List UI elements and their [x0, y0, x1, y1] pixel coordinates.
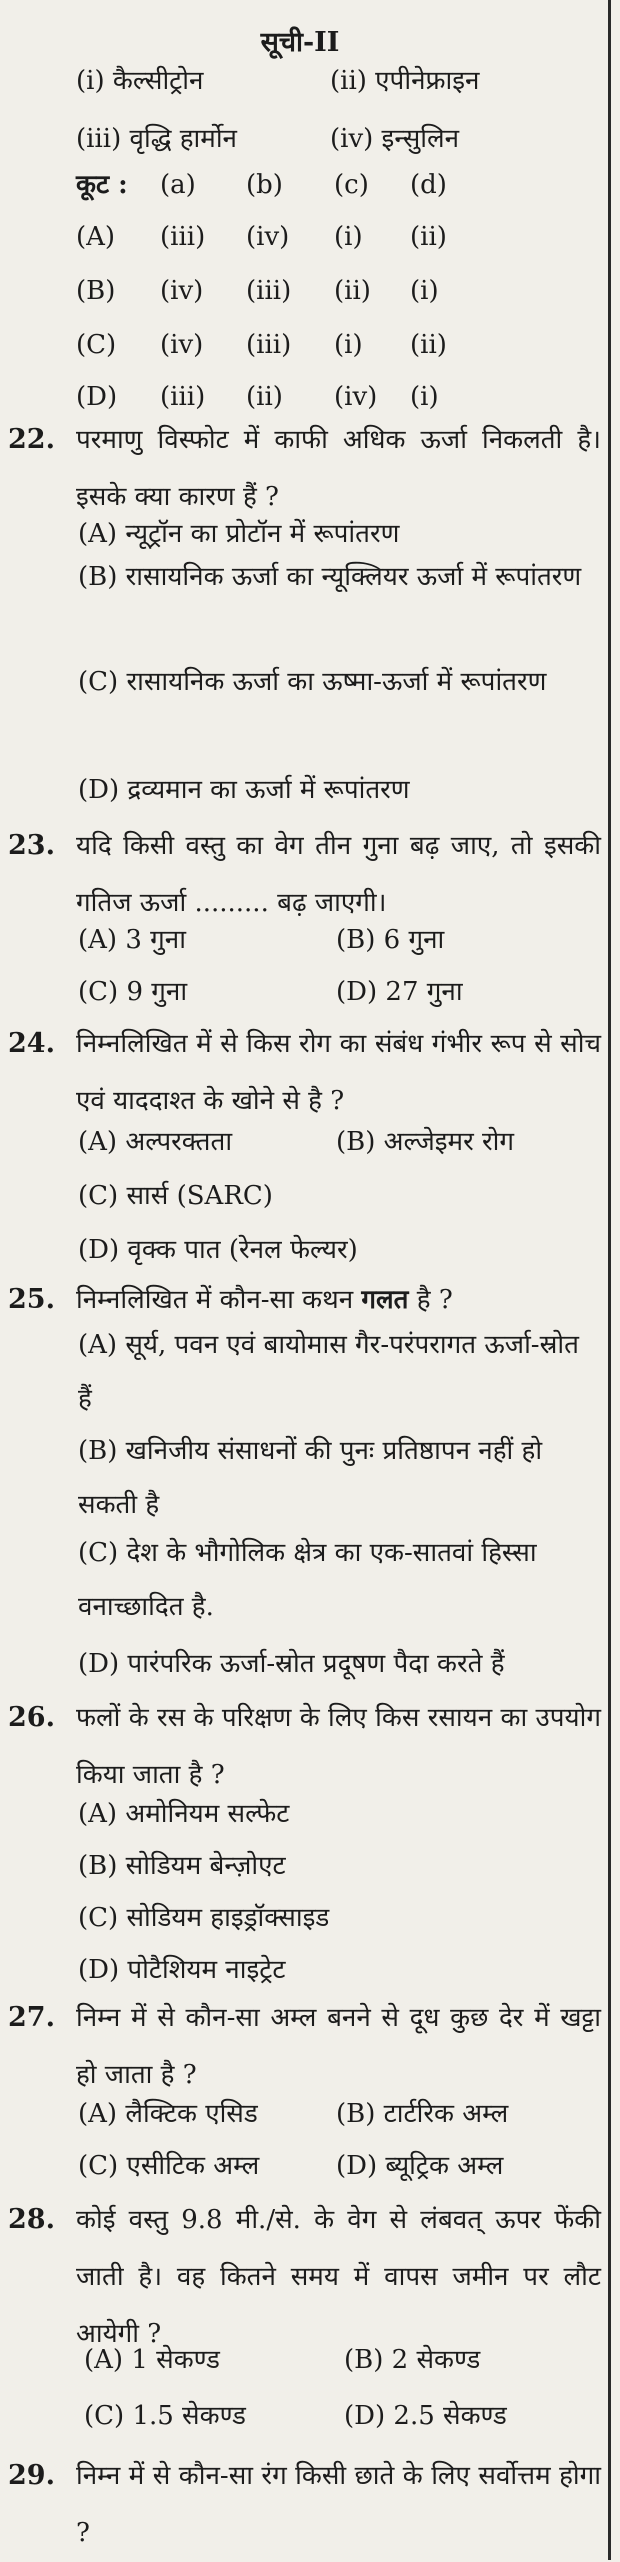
list-item: (i) कैल्सीट्रोन: [76, 66, 204, 96]
code-cell: (iii): [246, 330, 292, 360]
question-text-end: है ?: [408, 1285, 453, 1315]
question-number: 24.: [8, 1028, 55, 1059]
question-number: 26.: [8, 1702, 55, 1733]
code-cell: (B): [76, 276, 116, 306]
question-number: 27.: [8, 2002, 55, 2033]
option: (D) वृक्क पात (रेनल फेल्यर): [78, 1235, 358, 1265]
option: (A) 1 सेकण्ड: [84, 2345, 220, 2375]
option: (C) रासायनिक ऊर्जा का ऊष्मा-ऊर्जा में रूपांतरण: [78, 667, 547, 697]
question-text: निम्न में से कौन-सा रंग किसी छाते के लिए सर्वोत्तम होगा ?: [76, 2461, 601, 2548]
question-text: निम्नलिखित में से किस रोग का संबंध गंभीर रूप से सोच एवं याददाश्त के खोने से है ?: [76, 1029, 601, 1116]
code-cell: (i): [334, 222, 363, 252]
option: (D) पारंपरिक ऊर्जा-स्रोत प्रदूषण पैदा करते हैं: [78, 1649, 505, 1679]
option: (B) सोडियम बेन्ज़ोएट: [78, 1851, 286, 1881]
option: (A) अमोनियम सल्फेट: [78, 1799, 290, 1829]
list-heading: सूची-II: [260, 27, 340, 58]
option: (B) खनिजीय संसाधनों की पुनः प्रतिष्ठापन नहीं हो सकती है: [78, 1436, 543, 1520]
option: (A) न्यूट्रॉन का प्रोटॉन में रूपांतरण: [78, 519, 400, 549]
option: (B) 6 गुना: [336, 925, 445, 955]
question-number: 28.: [8, 2204, 55, 2235]
option: (B) रासायनिक ऊर्जा का न्यूक्लियर ऊर्जा में रूपांतरण: [78, 562, 582, 592]
code-cell: (ii): [410, 330, 447, 360]
code-cell: (ii): [410, 222, 447, 252]
question-number: 23.: [8, 830, 55, 861]
emphasis-word: गलत: [361, 1285, 409, 1315]
question-text: कोई वस्तु 9.8 मी./से. के वेग से लंबवत् ऊपर फेंकी जाती है। वह कितने समय में वापस जमीन पर लौट आयेगी ?: [76, 2205, 601, 2349]
code-cell: (i): [334, 330, 363, 360]
question-number: 22.: [8, 424, 55, 455]
code-cell: (iv): [334, 382, 378, 412]
question-text: परमाणु विस्फोट में काफी अधिक ऊर्जा निकलती है। इसके क्या कारण हैं ?: [76, 425, 601, 512]
option: (A) लैक्टिक एसिड: [78, 2099, 258, 2129]
list-item: (iii) वृद्धि हार्मोन: [76, 124, 237, 154]
code-cell: (i): [410, 382, 439, 412]
list-item: (ii) एपीनेफ्राइन: [330, 66, 480, 96]
code-col-header: (b): [246, 170, 283, 200]
code-cell: (D): [76, 382, 118, 412]
question-text-start: निम्नलिखित में कौन-सा कथन: [76, 1285, 362, 1315]
list-item: (iv) इन्सुलिन: [330, 124, 460, 154]
code-cell: (i): [410, 276, 439, 306]
question-text: यदि किसी वस्तु का वेग तीन गुना बढ़ जाए, तो इसकी गतिज ऊर्जा ......... बढ़ जाएगी।: [76, 831, 601, 918]
column-rule: [608, 0, 611, 2560]
code-cell: (iv): [160, 330, 204, 360]
code-label: कूट :: [76, 170, 128, 200]
code-cell: (iv): [160, 276, 204, 306]
option: (C) एसीटिक अम्ल: [78, 2151, 260, 2181]
question-number: 29.: [8, 2460, 55, 2491]
code-cell: (ii): [334, 276, 371, 306]
question-number: 25.: [8, 1284, 55, 1315]
code-col-header: (d): [410, 170, 447, 200]
code-col-header: (c): [334, 170, 369, 200]
option: (B) 2 सेकण्ड: [344, 2345, 481, 2375]
code-cell: (A): [76, 222, 116, 252]
question-text: निम्न में से कौन-सा अम्ल बनने से दूध कुछ देर में खट्टा हो जाता है ?: [76, 2003, 601, 2090]
option: (C) देश के भौगोलिक क्षेत्र का एक-सातवां हिस्सा वनाच्छादित है.: [78, 1538, 537, 1622]
option: (B) टार्टरिक अम्ल: [336, 2099, 509, 2129]
option: (A) सूर्य, पवन एवं बायोमास गैर-परंपरागत ऊर्जा-स्रोत हैं: [78, 1330, 579, 1414]
option: (D) 2.5 सेकण्ड: [344, 2401, 507, 2431]
option: (C) सार्स (SARC): [78, 1181, 273, 1211]
code-cell: (iii): [160, 382, 206, 412]
question-text: फलों के रस के परिक्षण के लिए किस रसायन का उपयोग किया जाता है ?: [76, 1703, 601, 1790]
option: (B) अल्जेइमर रोग: [336, 1127, 514, 1157]
option: (D) ब्यूट्रिक अम्ल: [336, 2151, 504, 2181]
option: (D) पोटैशियम नाइट्रेट: [78, 1955, 286, 1985]
option: (C) सोडियम हाइड्रॉक्साइड: [78, 1903, 330, 1933]
code-cell: (iv): [246, 222, 290, 252]
code-cell: (ii): [246, 382, 283, 412]
code-cell: (iii): [160, 222, 206, 252]
code-cell: (iii): [246, 276, 292, 306]
option: (D) 27 गुना: [336, 977, 463, 1007]
code-col-header: (a): [160, 170, 196, 200]
option: (A) अल्परक्तता: [78, 1127, 233, 1157]
code-cell: (C): [76, 330, 117, 360]
option: (D) द्रव्यमान का ऊर्जा में रूपांतरण: [78, 775, 410, 805]
option: (A) 3 गुना: [78, 925, 186, 955]
option: (C) 9 गुना: [78, 977, 188, 1007]
option: (C) 1.5 सेकण्ड: [84, 2401, 246, 2431]
